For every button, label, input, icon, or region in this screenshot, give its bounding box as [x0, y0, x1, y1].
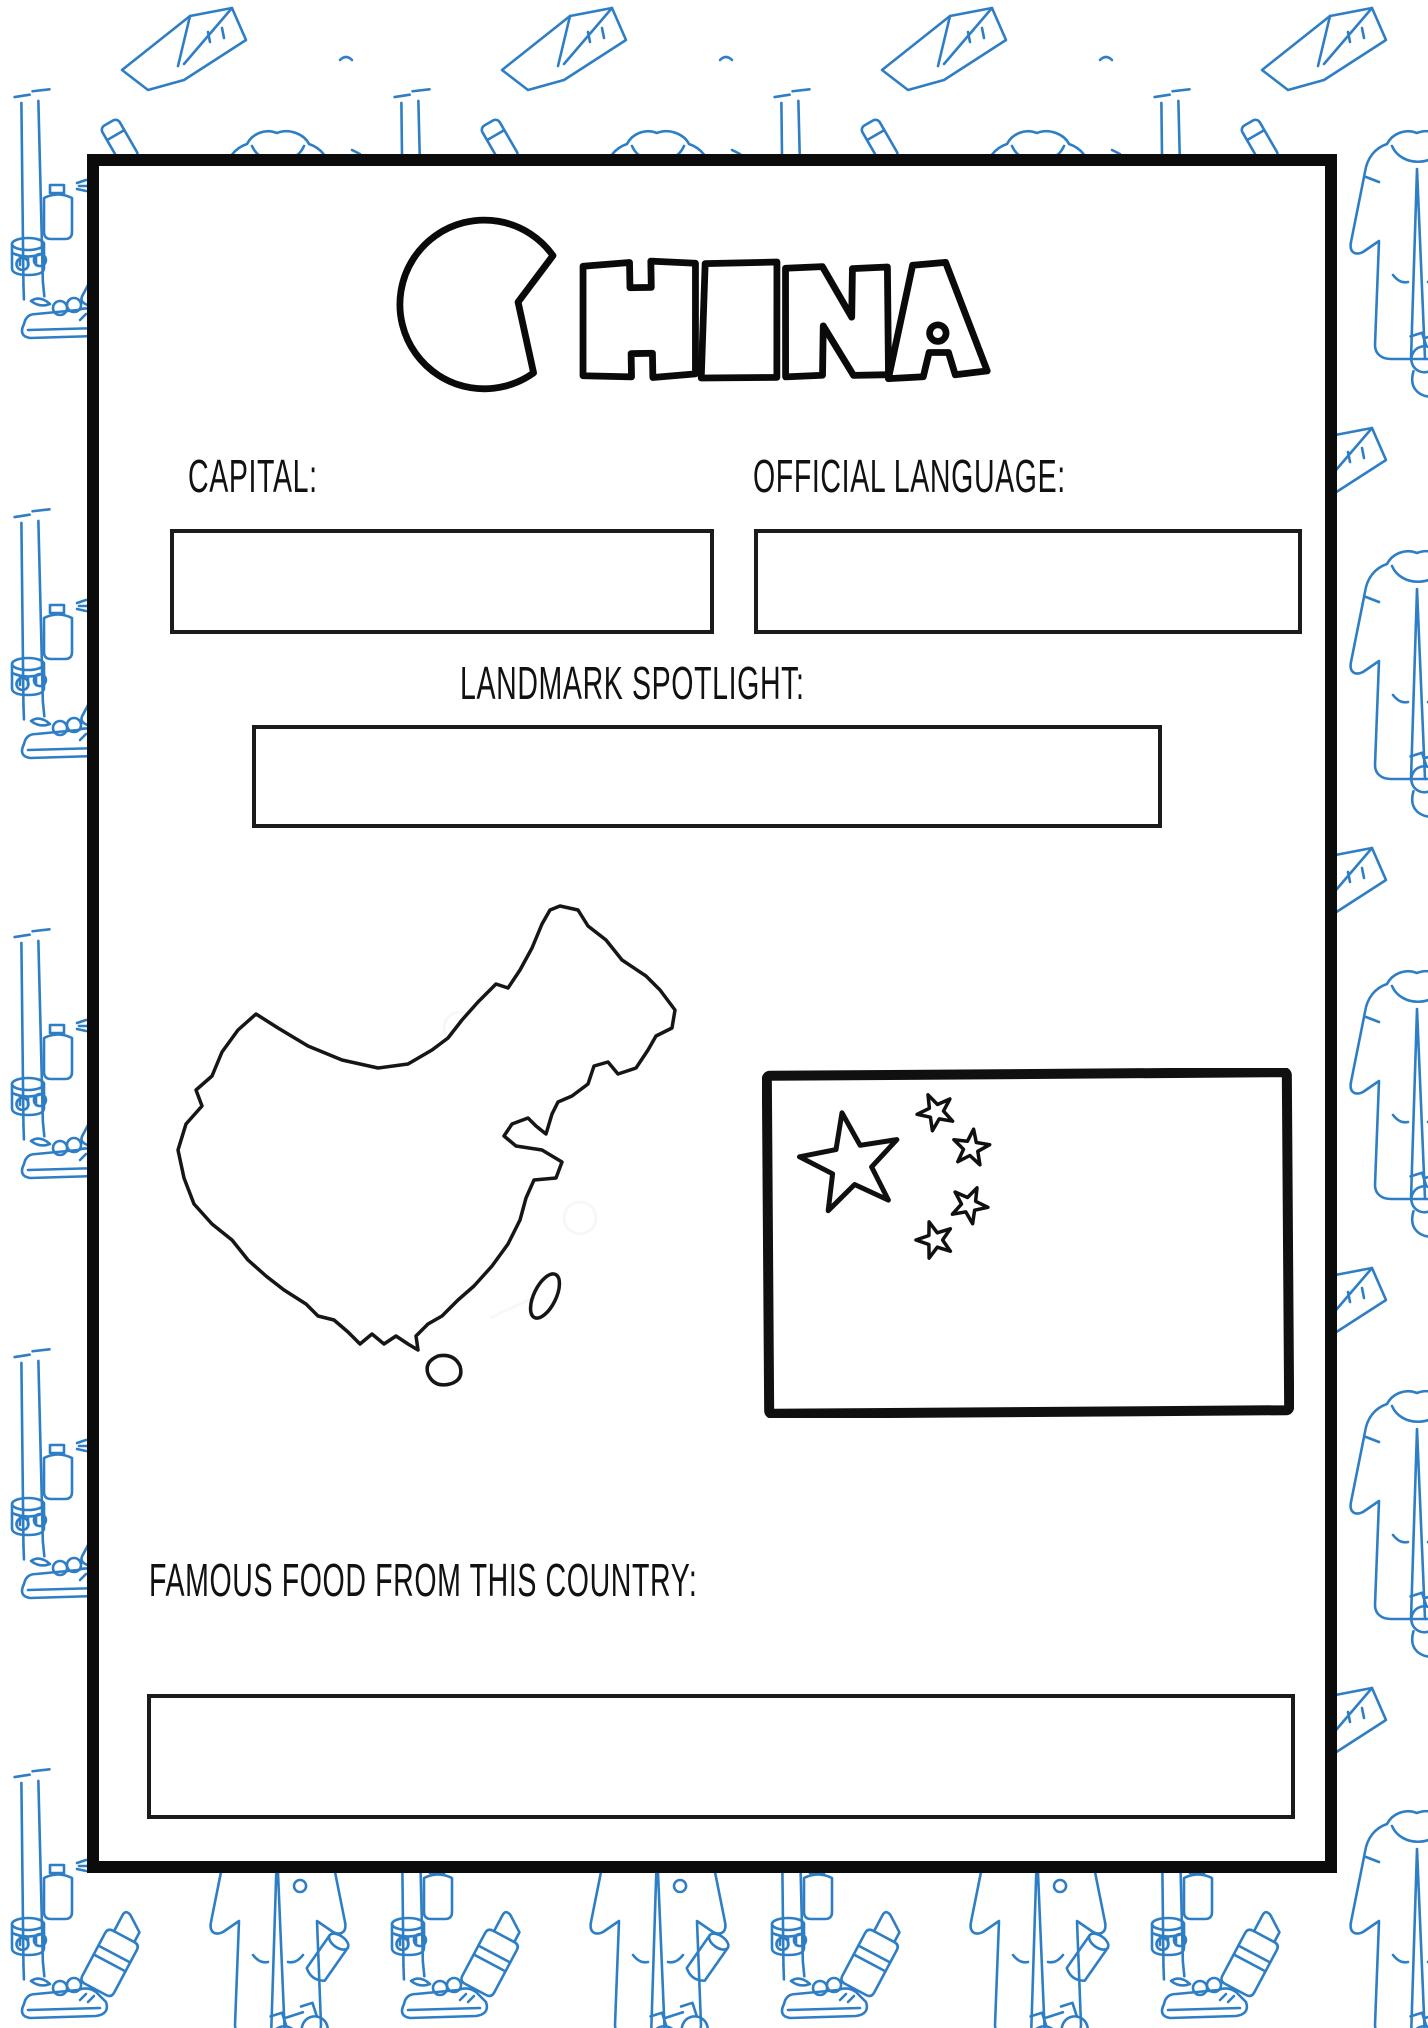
china-flag-outline [762, 1068, 1294, 1418]
capital-input-box[interactable] [170, 529, 714, 634]
famous-food-input-box[interactable] [147, 1694, 1295, 1819]
page-title-bubble-letters [392, 210, 997, 400]
landmark-spotlight-input-box[interactable] [252, 725, 1162, 828]
official-language-label: OFFICIAL LANGUAGE: [753, 450, 1066, 502]
worksheet-page [87, 154, 1337, 1873]
famous-food-label: FAMOUS FOOD FROM THIS COUNTRY: [149, 1554, 698, 1606]
letter-a [888, 262, 987, 378]
landmark-spotlight-label: LANDMARK SPOTLIGHT: [460, 657, 805, 709]
capital-label: CAPITAL: [188, 450, 318, 502]
hainan-island [427, 1355, 461, 1384]
official-language-input-box[interactable] [754, 529, 1302, 634]
page-title [99, 166, 100, 167]
letter-n [782, 263, 893, 380]
china-map-outline [160, 888, 742, 1408]
letter-c [400, 220, 553, 389]
letter-h [581, 260, 697, 378]
mainland-outline [178, 906, 675, 1350]
taiwan-island [525, 1270, 566, 1323]
letter-i [701, 261, 779, 380]
